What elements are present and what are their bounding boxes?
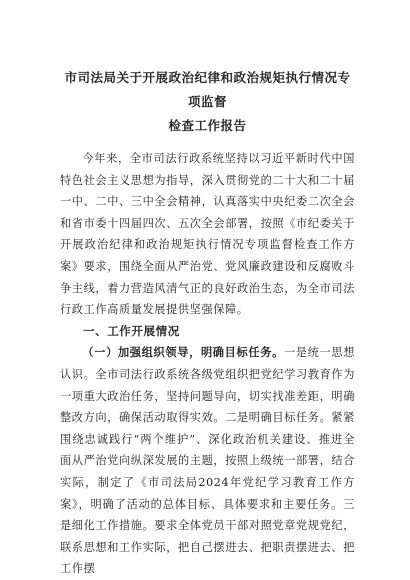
intro-paragraph: 今年来，全市司法行政系统坚持以习近平新时代中国特色社会主义思想为指导，深入贯彻党的二十大和二十届一中、二中、三中全会精神，认真落实中央纪委二次全会和省市委十四届四次、五次全会部署，按照《市纪委关于开展政治纪律和政治规矩执行情况专项监督检查工作方案》要求，围绕全面从严治党、党风廉政建设和反腐败斗争主线，着力营造风清气正的良好政治生态，为全市司法行政工作高质量发展提供坚强保障。 — [60, 152, 355, 317]
document-title-line-1: 市司法局关于开展政治纪律和政治规矩执行情况专项监督 — [64, 70, 351, 109]
document-title-line-2: 检查工作报告 — [168, 118, 247, 133]
subsection-heading: （一）加强组织领导，明确目标任务。 — [82, 345, 284, 360]
section-heading: 一、工作开展情况 — [83, 323, 180, 338]
subsection-body: 一是统一思想认识。全市司法行政系统各级党组织把党纪学习教育作为一项重大政治任务，坚持问题导向，切实找准差距，明确整改方向，确保活动取得实效。二是明确目标任务。紧紧围绕忠诚践行“两个维护”、深化政治机关建设、推进全面从严治党向纵深发展的主题，按照上级统一部署，结合实际，制定了《市司法局2024年党纪学习教育工作方案》，明确了活动的总体目标、具体要求和主要任务。三是细化工作措施。要求全体党员干部对照党章党规党纪，联系思想和工作实际，把自己摆进去、把职责摆进去、把工作摆 — [60, 346, 356, 576]
subsection-paragraph — [60, 342, 355, 580]
